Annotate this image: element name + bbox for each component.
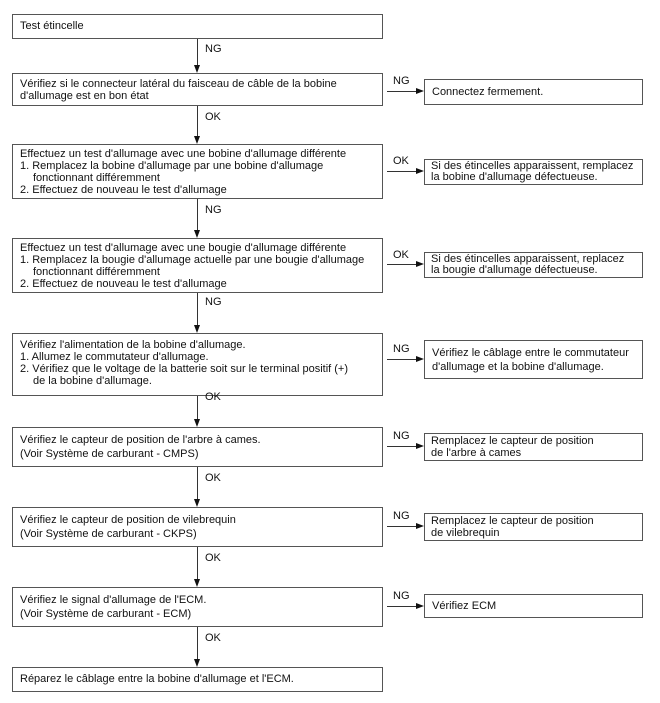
step-check-connector — [12, 73, 383, 106]
step-text: Effectuez un test d'allumage avec une bobine d'allumage différente — [20, 148, 347, 160]
result-text: la bobine d'allumage défectueuse. — [431, 171, 598, 183]
connector-line — [387, 171, 417, 172]
flow-label: NG — [205, 204, 222, 216]
arrow-head-icon — [416, 443, 424, 449]
result-replace-coil — [424, 159, 643, 185]
result-text: Si des étincelles apparaissent, remplacez — [431, 159, 634, 172]
step-text: 1. Remplacez la bougie d'allumage actuelle par une bougie d'allumage — [20, 254, 365, 266]
step-text: (Voir Système de carburant - CKPS) — [20, 528, 197, 540]
arrow-head-icon — [194, 659, 200, 667]
connector-line — [387, 526, 417, 527]
arrow-head-icon — [416, 603, 424, 609]
connector-line — [387, 91, 417, 92]
arrow-head-icon — [194, 419, 200, 427]
arrow-head-icon — [194, 65, 200, 73]
step-coil-test — [12, 144, 383, 199]
arrow-head-icon — [194, 136, 200, 144]
arrow-head-icon — [194, 579, 200, 587]
flow-label: OK — [393, 249, 409, 261]
flow-label: NG — [205, 43, 222, 55]
result-check-wiring — [424, 340, 643, 379]
flow-label: NG — [393, 430, 410, 442]
arrow-head-icon — [416, 88, 424, 94]
arrow-head-icon — [416, 523, 424, 529]
arrow-head-icon — [194, 230, 200, 238]
connector-line — [197, 547, 198, 580]
step-text: (Voir Système de carburant - CMPS) — [20, 448, 199, 460]
flow-label: OK — [205, 391, 221, 403]
step-text: Vérifiez si le connecteur latéral du faisceau de câble de la bobine — [20, 77, 337, 90]
flow-label: OK — [205, 552, 221, 564]
step-text: fonctionnant différemment — [33, 172, 160, 184]
arrow-head-icon — [416, 168, 424, 174]
flow-label: NG — [393, 343, 410, 355]
flow-label: OK — [205, 632, 221, 644]
flow-label: NG — [393, 510, 410, 522]
step-text: Vérifiez l'alimentation de la bobine d'allumage. — [20, 339, 246, 351]
connector-line — [197, 627, 198, 660]
step-text: 2. Effectuez de nouveau le test d'allumage — [20, 278, 227, 290]
result-check-ecm — [424, 594, 643, 618]
step-text: Vérifiez le capteur de position de vilebrequin — [20, 514, 236, 526]
step-text: de la bobine d'allumage. — [33, 375, 152, 387]
step-text: 2. Vérifiez que le voltage de la batterie soit sur le terminal positif (+) — [20, 363, 349, 375]
result-replace-ckps — [424, 513, 643, 541]
result-text: Connectez fermement. — [432, 85, 544, 98]
step-plug-test — [12, 238, 383, 293]
connector-line — [197, 467, 198, 500]
result-text: la bougie d'allumage défectueuse. — [431, 264, 598, 276]
connector-line — [197, 39, 198, 66]
flow-label: NG — [393, 590, 410, 602]
result-connect-firmly — [424, 79, 643, 105]
arrow-head-icon — [194, 325, 200, 333]
result-text: Vérifiez ECM — [432, 599, 497, 612]
step-text: 2. Effectuez de nouveau le test d'allumage — [20, 184, 227, 196]
connector-line — [387, 359, 417, 360]
step-coil-power — [12, 333, 383, 396]
arrow-head-icon — [416, 356, 424, 362]
result-text: Remplacez le capteur de position — [431, 515, 594, 527]
result-replace-cmps — [424, 433, 643, 461]
flow-label: NG — [393, 75, 410, 87]
result-text: d'allumage et la bobine d'allumage. — [432, 360, 604, 373]
step-text: Effectuez un test d'allumage avec une bougie d'allumage différente — [20, 242, 347, 254]
arrow-head-icon — [416, 261, 424, 267]
result-text: de vilebrequin — [431, 527, 500, 539]
flow-label: OK — [205, 472, 221, 484]
result-text: Remplacez le capteur de position — [431, 435, 594, 447]
connector-line — [387, 264, 417, 265]
connector-line — [387, 606, 417, 607]
result-text: de l'arbre à cames — [431, 447, 522, 459]
flow-label: OK — [393, 155, 409, 167]
connector-line — [387, 446, 417, 447]
step-text: Test étincelle — [20, 20, 84, 33]
step-ecm-signal — [12, 587, 383, 627]
step-text: Réparez le câblage entre la bobine d'allumage et l'ECM. — [20, 673, 294, 686]
step-cmps — [12, 427, 383, 467]
step-text: 1. Remplacez la bobine d'allumage par une bobine d'allumage — [20, 160, 324, 172]
flow-label: NG — [205, 296, 222, 308]
step-text: (Voir Système de carburant - ECM) — [20, 608, 192, 620]
step-text: d'allumage est en bon état — [20, 89, 149, 102]
connector-line — [197, 293, 198, 326]
step-text: fonctionnant différemment — [33, 266, 160, 278]
connector-line — [197, 396, 198, 420]
step-ckps — [12, 507, 383, 547]
connector-line — [197, 199, 198, 231]
connector-line — [197, 106, 198, 137]
flow-label: OK — [205, 111, 221, 123]
arrow-head-icon — [194, 499, 200, 507]
step-text: 1. Allumez le commutateur d'allumage. — [20, 351, 209, 363]
step-text: Vérifiez le signal d'allumage de l'ECM. — [20, 594, 207, 606]
result-text: Si des étincelles apparaissent, replacez — [431, 252, 625, 265]
step-text: Vérifiez le capteur de position de l'arbre à cames. — [20, 434, 261, 446]
step-spark-test — [12, 14, 383, 39]
result-text: Vérifiez le câblage entre le commutateur — [432, 346, 629, 359]
step-repair-wiring — [12, 667, 383, 692]
result-replace-plug — [424, 252, 643, 278]
